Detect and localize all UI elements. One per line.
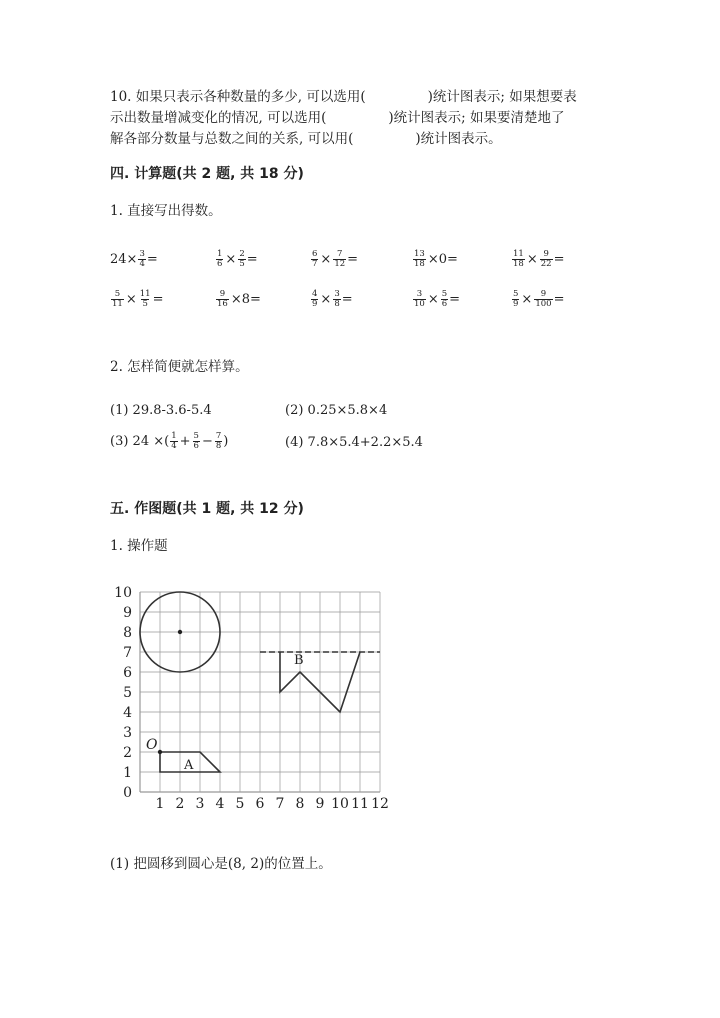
fraction-2: $\frac{7}{12}$ <box>334 249 346 269</box>
fraction-2: $\frac{2}{5}$ <box>239 249 245 269</box>
row2-expr-5: $\frac{5}{9}$ × $\frac{9}{100}$ = <box>513 289 565 309</box>
section-4-q2-title: 2. 怎样简便就怎样算。 <box>110 359 249 375</box>
fraction-1: $\frac{9}{16}$ <box>217 289 228 309</box>
y-tick-label: 3 <box>123 725 132 741</box>
fraction-1: $\frac{4}{9}$ <box>312 289 318 309</box>
y-tick-label: 2 <box>123 745 132 761</box>
row2-expr-2: $\frac{9}{16}$ ×8= <box>217 289 261 309</box>
section-4-title: 四. 计算题(共 2 题, 共 18 分) <box>110 166 304 182</box>
fraction-2: $\frac{5}{6}$ <box>441 289 448 309</box>
origin-label: O <box>146 737 158 753</box>
fraction-2: $\frac{11}{5}$ <box>139 289 151 309</box>
y-tick-label: 8 <box>123 625 132 641</box>
x-tick-label: 1 <box>155 796 165 812</box>
row1-expr-2: $\frac{1}{6}$ × $\frac{2}{5}$ = <box>217 249 258 269</box>
y-tick-label: 1 <box>123 765 132 781</box>
x-tick-label: 7 <box>275 796 285 812</box>
origin-dot <box>158 750 162 754</box>
y-tick-label: 4 <box>123 705 132 721</box>
section-5-title: 五. 作图题(共 1 题, 共 12 分) <box>110 501 304 517</box>
question-10 <box>110 87 577 150</box>
section-4-q1-title: 1. 直接写出得数。 <box>110 203 222 219</box>
circle-center-dot <box>178 630 182 634</box>
calc-item-3-frac-2: $\frac{5}{6}$ <box>193 431 199 451</box>
y-tick-label: 5 <box>123 685 132 701</box>
fraction-1: $\frac{3}{4}$ <box>139 249 145 269</box>
row2-expr-4: $\frac{3}{10}$ × $\frac{5}{6}$ = <box>414 289 461 309</box>
question-10-line-2: 示出数量增减变化的情况, 可以选用( )统计图表示; 如果要清楚地了 <box>110 110 565 126</box>
section-5-instruction: (1) 把圆移到圆心是(8, 2)的位置上。 <box>110 856 332 872</box>
row1-expr-5: $\frac{11}{18}$ × $\frac{9}{22}$ = <box>513 249 565 269</box>
fraction-1: $\frac{13}{18}$ <box>414 249 425 269</box>
y-tick-label: 6 <box>123 665 132 681</box>
y-tick-label: 0 <box>123 785 132 801</box>
calc-item-4: (4) 7.8×5.4+2.2×5.4 <box>285 435 423 450</box>
x-tick-label: 6 <box>255 796 265 812</box>
calc-item-3-prefix: (3) 24 ×( <box>110 434 170 449</box>
fraction-2: $\frac{9}{100}$ <box>535 289 552 309</box>
x-tick-label: 2 <box>175 796 185 812</box>
x-tick-label: 10 <box>331 796 349 812</box>
row2-expr-1: $\frac{5}{11}$ × $\frac{11}{5}$ = <box>112 289 164 309</box>
y-tick-label: 7 <box>123 645 132 661</box>
row1-expr-3: $\frac{6}{7}$ × $\frac{7}{12}$ = <box>312 249 359 269</box>
calc-item-3: (3) 24 ×( $\frac{1}{4}$ + $\frac{5}{6}$ − $\frac{7}{8}$ ) <box>110 431 229 451</box>
x-tick-label: 11 <box>351 796 369 812</box>
fraction-1: $\frac{5}{9}$ <box>513 289 519 309</box>
fraction-2: $\frac{9}{22}$ <box>540 249 552 269</box>
x-tick-label: 5 <box>235 796 245 812</box>
calc-item-3-frac-3: $\frac{7}{8}$ <box>215 431 222 451</box>
fraction-1: $\frac{3}{10}$ <box>414 289 425 309</box>
x-tick-label: 8 <box>295 796 305 812</box>
grid-lines <box>140 592 380 792</box>
fraction-1: $\frac{11}{18}$ <box>513 249 524 269</box>
question-10-line-3: 解各部分数量与总数之间的关系, 可以用( )统计图表示。 <box>110 131 502 147</box>
row1-expr-1: 24× $\frac{3}{4}$ = <box>110 249 158 269</box>
shape-b-label: B <box>294 653 304 668</box>
y-tick-label: 10 <box>114 585 132 601</box>
fraction-1: $\frac{6}{7}$ <box>312 249 318 269</box>
section-5-q1-title: 1. 操作题 <box>110 538 168 554</box>
grid-labels <box>114 585 389 812</box>
fraction-1: $\frac{1}{6}$ <box>217 249 223 269</box>
x-tick-label: 3 <box>195 796 205 812</box>
x-tick-label: 4 <box>215 796 225 812</box>
calc-item-1: (1) 29.8-3.6-5.4 <box>110 403 212 418</box>
y-tick-label: 9 <box>123 605 132 621</box>
coordinate-grid-figure <box>105 580 405 815</box>
calc-item-2: (2) 0.25×5.8×4 <box>285 403 388 418</box>
calc-item-3-frac-1: $\frac{1}{4}$ <box>171 431 177 451</box>
shape-a-label: A <box>184 758 194 773</box>
row2-expr-3: $\frac{4}{9}$ × $\frac{3}{8}$ = <box>312 289 353 309</box>
x-tick-label: 9 <box>315 796 325 812</box>
x-tick-label: 12 <box>371 796 389 812</box>
fraction-2: $\frac{3}{8}$ <box>334 289 340 309</box>
row1-expr-4: $\frac{13}{18}$ ×0= <box>414 249 458 269</box>
question-10-line-1: 10. 如果只表示各种数量的多少, 可以选用( )统计图表示; 如果想要表 <box>110 89 577 105</box>
fraction-1: $\frac{5}{11}$ <box>112 289 123 309</box>
